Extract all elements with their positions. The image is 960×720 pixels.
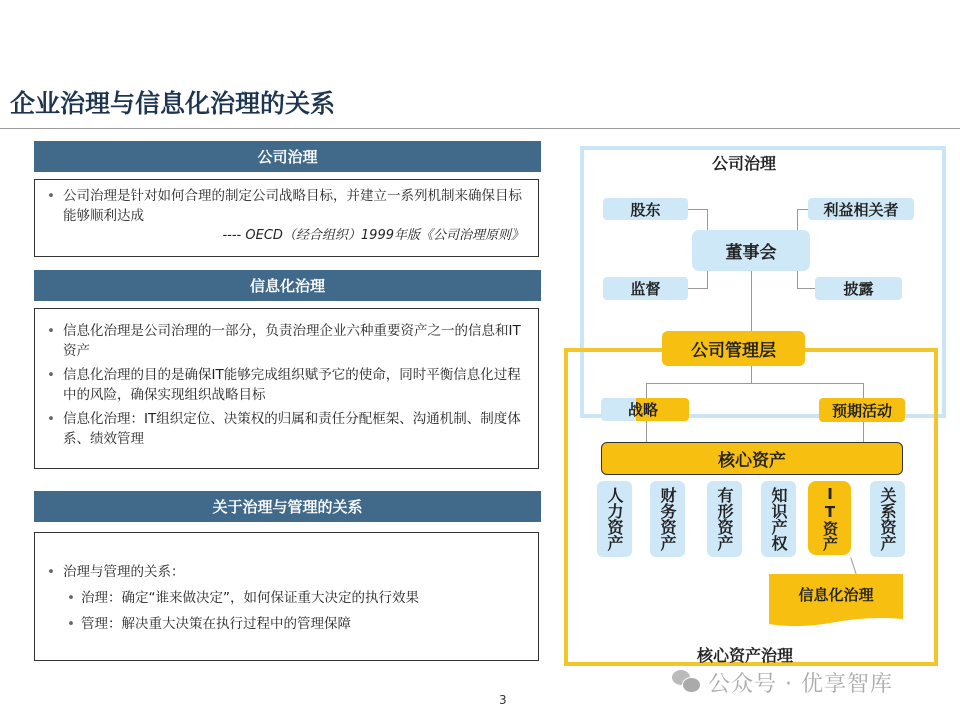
citation: ---- OECD（经合组织）1999年版《公司治理原则》 bbox=[222, 228, 524, 243]
bullet: • 治理与管理的关系： bbox=[45, 559, 528, 585]
gov-mgmt-box bbox=[34, 532, 539, 661]
sub-bullet: • 管理：解决重大决策在执行过程中的管理保障 bbox=[45, 611, 528, 637]
connector-line bbox=[797, 209, 798, 231]
asset-tangible bbox=[707, 481, 742, 557]
bullet: • 信息化治理的目的是确保IT能够完成组织赋予它的使命，同时平衡信息化过程中的风险，确保实现组织战略目标 bbox=[45, 365, 528, 405]
section-header-it-gov: 信息化治理 bbox=[34, 270, 541, 301]
bullet: • 公司治理是针对如何合理的制定公司战略目标，并建立一系列机制来确保目标能够顺利达成 bbox=[45, 186, 528, 226]
connector-line bbox=[751, 366, 752, 383]
asset-human-label: 人力资产 bbox=[605, 487, 624, 551]
it-gov-box bbox=[34, 308, 539, 469]
bullet: • 信息化治理是公司治理的一部分，负责治理企业六种重要资产之一的信息和IT资产 bbox=[45, 321, 528, 361]
core-asset-gov-label: 核心资产治理 bbox=[697, 646, 794, 665]
node-board: 董事会 bbox=[692, 230, 810, 271]
corp-gov-box bbox=[34, 179, 539, 257]
section-header-corp-gov: 公司治理 bbox=[34, 141, 541, 172]
connector-line bbox=[797, 270, 798, 289]
asset-tangible-label: 有形资产 bbox=[715, 487, 734, 551]
node-expected-activities: 预期活动 bbox=[819, 398, 905, 422]
asset-it-label: IT资产 bbox=[821, 485, 839, 551]
connector-line bbox=[863, 422, 864, 442]
asset-relationship-label: 关系资产 bbox=[878, 487, 897, 551]
connector-line bbox=[797, 209, 808, 210]
connector-line bbox=[688, 288, 707, 289]
node-stakeholders: 利益相关者 bbox=[808, 198, 914, 220]
node-core-assets: 核心资产 bbox=[601, 442, 903, 475]
connector-line bbox=[797, 288, 815, 289]
node-management: 公司管理层 bbox=[662, 331, 805, 366]
asset-financial-label: 财务资产 bbox=[658, 487, 677, 551]
wechat-icon bbox=[672, 668, 702, 694]
connector-line bbox=[646, 421, 647, 442]
it-gov-label: 信息化治理 bbox=[798, 586, 874, 604]
sub-bullet: • 治理：确定“谁来做决定”，如何保证重大决定的执行效果 bbox=[45, 585, 528, 611]
connector-line bbox=[707, 209, 708, 231]
page-number: 3 bbox=[499, 693, 507, 707]
connector-line bbox=[688, 209, 707, 210]
bullet: • 信息化治理：IT组织定位、决策权的归属和责任分配框架、沟通机制、制度体系、绩效管理 bbox=[45, 409, 528, 449]
page-title: 企业治理与信息化治理的关系 bbox=[10, 89, 336, 118]
asset-ip-label: 知识产权 bbox=[769, 487, 788, 551]
asset-ip bbox=[761, 481, 796, 557]
title-divider bbox=[0, 128, 960, 129]
asset-financial bbox=[650, 481, 685, 557]
asset-it bbox=[808, 481, 851, 555]
connector-line bbox=[707, 270, 708, 289]
section-header-gov-mgmt: 关于治理与管理的关系 bbox=[34, 491, 541, 522]
node-shareholders: 股东 bbox=[603, 198, 688, 220]
node-disclosure: 披露 bbox=[815, 277, 902, 300]
node-supervision: 监督 bbox=[603, 277, 688, 300]
node-strategy-label: 战略 bbox=[628, 401, 659, 419]
watermark: 公众号 · 优享智库 bbox=[708, 672, 893, 697]
node-strategy bbox=[601, 398, 689, 421]
connector-line bbox=[646, 383, 863, 384]
connector-line bbox=[863, 383, 864, 398]
asset-human bbox=[597, 481, 632, 557]
corp-gov-label: 公司治理 bbox=[712, 154, 777, 173]
asset-relationship bbox=[870, 481, 905, 557]
connector-line bbox=[646, 383, 647, 398]
connector-line bbox=[751, 271, 752, 331]
